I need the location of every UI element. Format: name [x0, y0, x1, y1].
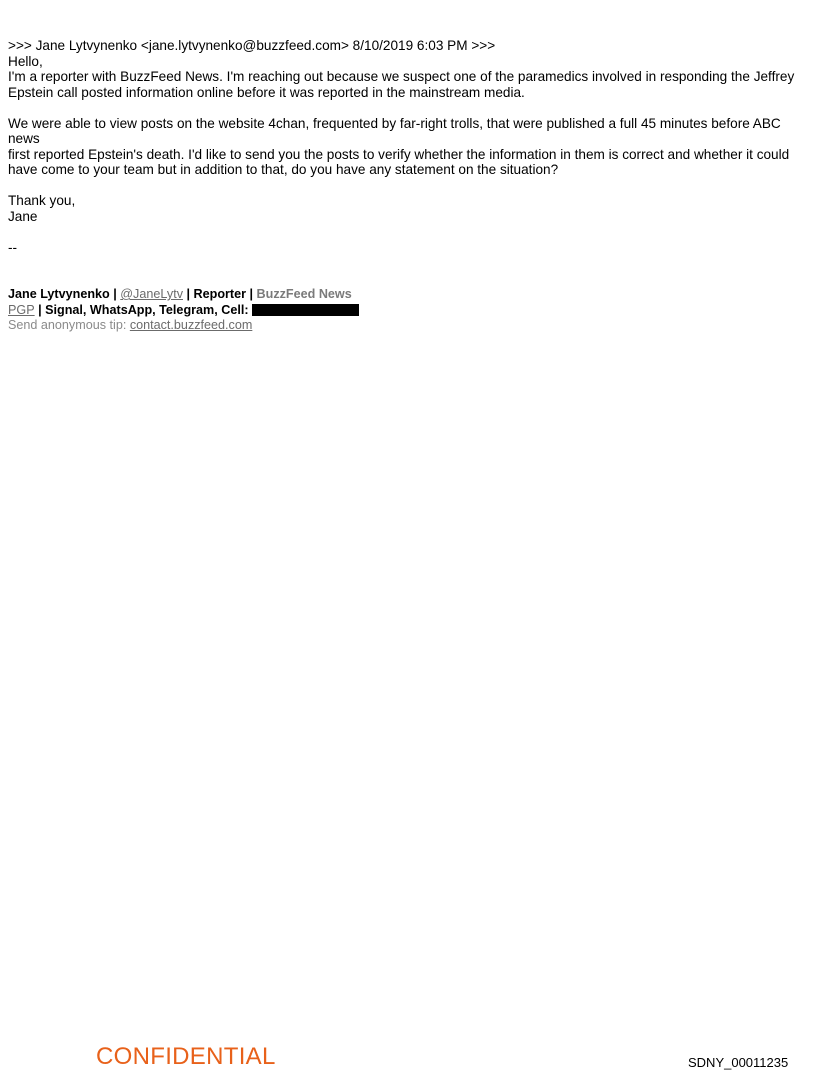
twitter-handle-link[interactable]: @JaneLytv — [120, 287, 183, 301]
signature-contact-text: | Signal, WhatsApp, Telegram, Cell: — [34, 303, 253, 317]
signature-line-2 — [8, 302, 808, 318]
closing: Thank you, — [8, 193, 76, 208]
signature-divider: | — [109, 287, 121, 301]
redaction-box — [252, 304, 359, 316]
confidential-stamp: CONFIDENTIAL — [96, 1043, 276, 1070]
bates-number: SDNY_00011235 — [688, 1055, 789, 1070]
sender-name: Jane — [8, 208, 38, 224]
signature-role: Reporter — [193, 287, 247, 301]
signature-org: BuzzFeed News — [256, 287, 352, 301]
pgp-link[interactable]: PGP — [8, 303, 35, 317]
paragraph-1-line-2: Epstein call posted information online before it was reported in the mainstream media. — [8, 84, 525, 100]
signature-line-1 — [8, 286, 808, 302]
signature-divider: | — [246, 287, 257, 301]
paragraph-2-line-3: have come to your team but in addition to that, do you have any statement on the situation? — [8, 162, 559, 177]
tip-link[interactable]: contact.buzzfeed.com — [129, 318, 253, 332]
email-body — [8, 38, 808, 333]
signature-separator: -- — [8, 239, 18, 255]
signature-block — [8, 286, 808, 333]
signature-name: Jane Lytvynenko — [8, 287, 110, 301]
signature-divider: | — [183, 287, 194, 301]
greeting: Hello, — [8, 53, 43, 69]
paragraph-1-line-1: I'm a reporter with BuzzFeed News. I'm reaching out because we suspect one of the paramedics involved in responding the Jeffrey — [8, 69, 795, 84]
paragraph-2-line-1: We were able to view posts on the website 4chan, frequented by far-right trolls, that were published a full 45 minutes before ABC news — [8, 115, 781, 146]
paragraph-2-line-2: first reported Epstein's death. I'd like to send you the posts to verify whether the information in them is correct and whether it could — [8, 146, 790, 162]
email-header-line: >>> Jane Lytvynenko <jane.lytvynenko@buzzfeed.com> 8/10/2019 6:03 PM >>> — [8, 38, 496, 53]
tip-text: Send anonymous tip: — [8, 318, 130, 332]
signature-tip-line — [8, 318, 808, 333]
